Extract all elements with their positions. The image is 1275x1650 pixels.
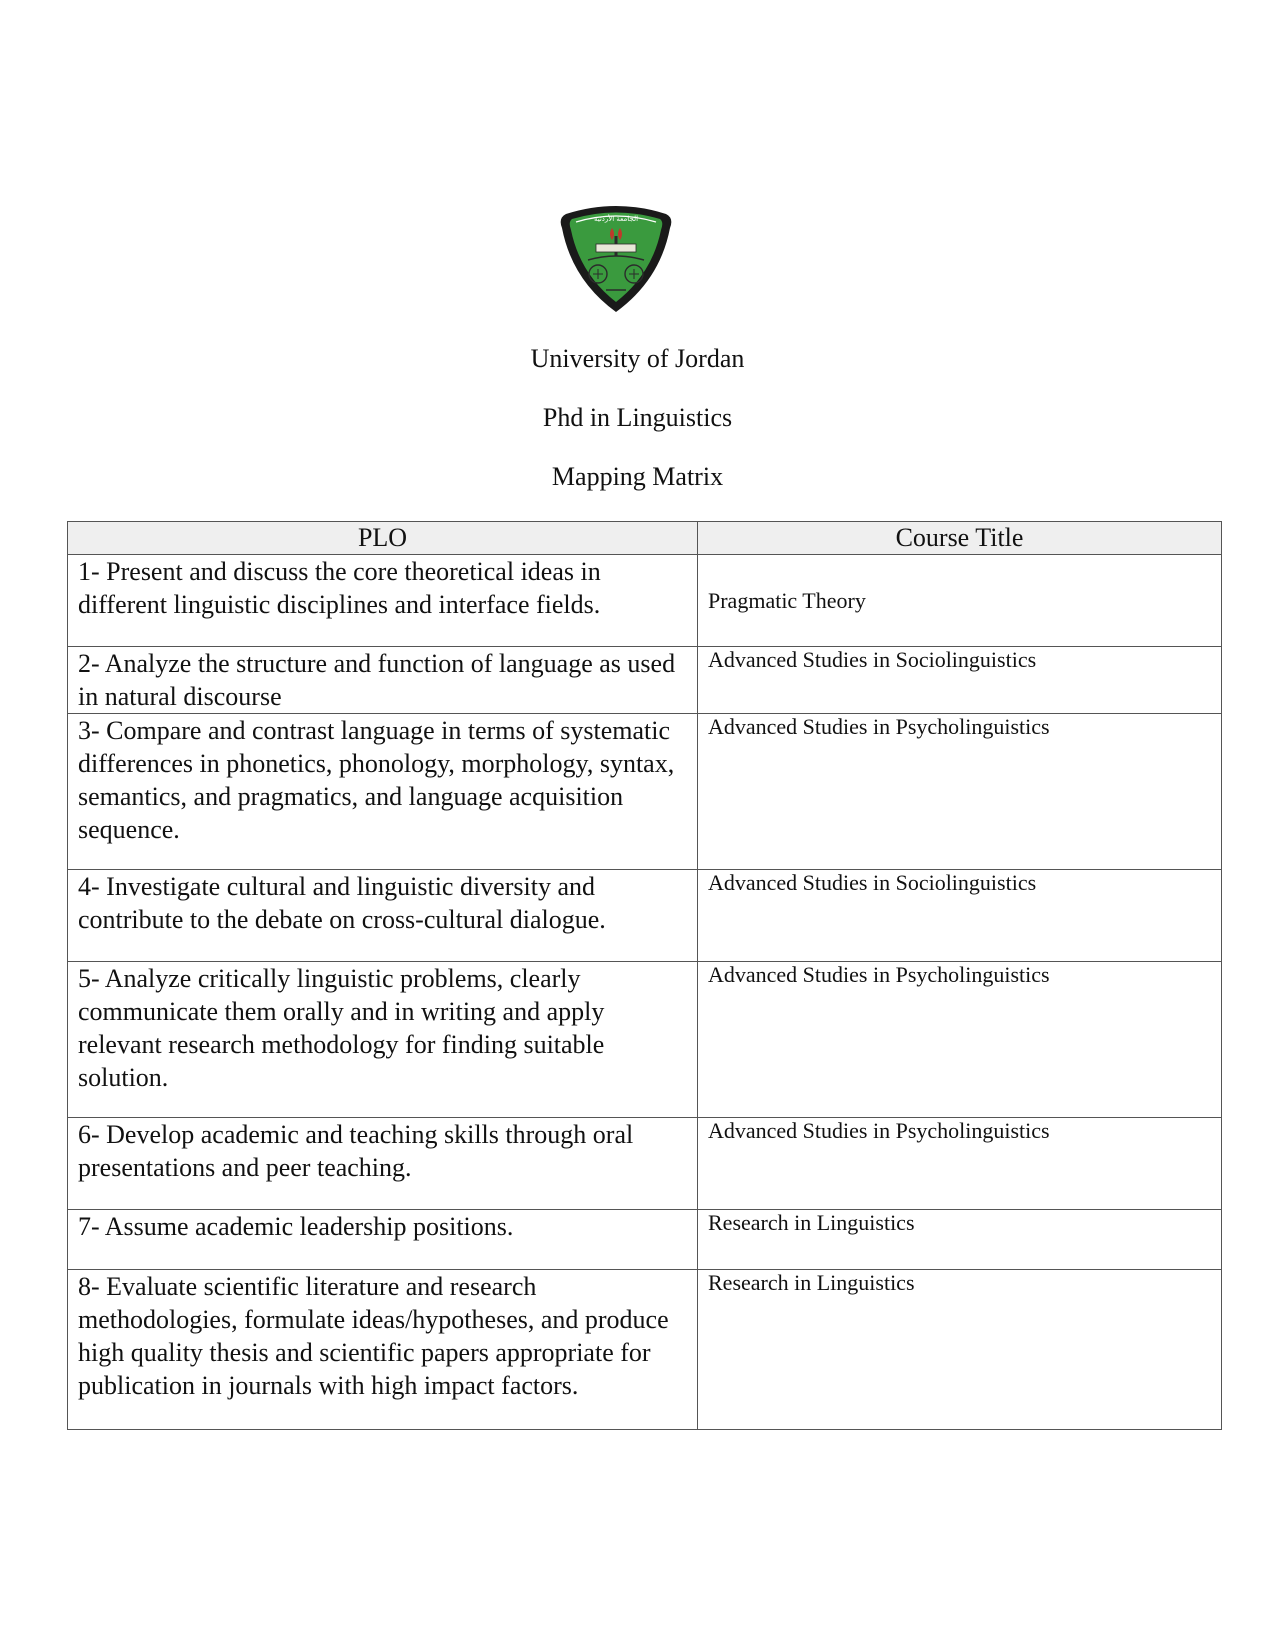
plo-cell: 5- Analyze critically linguistic problems, clearly communicate them orally and in writing and apply relevant research methodology for finding suitable solution. — [68, 962, 698, 1118]
table-row — [68, 1118, 1222, 1210]
column-header-plo: PLO — [68, 522, 698, 555]
course-title-cell: Research in Linguistics — [698, 1270, 1222, 1430]
table-row — [68, 555, 1222, 647]
plo-cell: 7- Assume academic leadership positions. — [68, 1210, 698, 1270]
svg-text:الجامعة الأردنية: الجامعة الأردنية — [593, 215, 639, 223]
plo-cell: 6- Develop academic and teaching skills through oral presentations and peer teaching. — [68, 1118, 698, 1210]
document-title: Mapping Matrix — [551, 462, 724, 491]
table-row — [68, 647, 1222, 714]
course-title-cell: Advanced Studies in Sociolinguistics — [698, 647, 1222, 714]
plo-cell: 2- Analyze the structure and function of language as used in natural discourse — [68, 647, 698, 714]
program-name: Phd in Linguistics — [542, 403, 733, 432]
column-header-course-title: Course Title — [698, 522, 1222, 555]
course-title-cell: Advanced Studies in Psycholinguistics — [698, 962, 1222, 1118]
plo-cell: 4- Investigate cultural and linguistic diversity and contribute to the debate on cross-cultural dialogue. — [68, 870, 698, 962]
plo-cell: 3- Compare and contrast language in terms of systematic differences in phonetics, phonology, morphology, syntax, semantics, and pragmatics, and language acquisition sequence. — [68, 714, 698, 870]
table-row — [68, 714, 1222, 870]
table-header-row — [68, 522, 1222, 555]
course-title-cell: Advanced Studies in Psycholinguistics — [698, 1118, 1222, 1210]
course-title-cell: Pragmatic Theory — [698, 555, 1222, 647]
table-row — [68, 1210, 1222, 1270]
course-title-cell: Advanced Studies in Sociolinguistics — [698, 870, 1222, 962]
course-title-cell: Research in Linguistics — [698, 1210, 1222, 1270]
plo-cell: 1- Present and discuss the core theoretical ideas in different linguistic disciplines and interface fields. — [68, 555, 698, 647]
university-crest-icon — [548, 200, 684, 318]
institution-name: University of Jordan — [530, 344, 745, 373]
course-title-cell: Advanced Studies in Psycholinguistics — [698, 714, 1222, 870]
table-row — [68, 870, 1222, 962]
mapping-matrix-table — [67, 521, 1222, 1430]
table-row — [68, 1270, 1222, 1430]
table-row — [68, 962, 1222, 1118]
plo-cell: 8- Evaluate scientific literature and research methodologies, formulate ideas/hypotheses, and produce high quality thesis and scientific papers appropriate for publication in journals with high impact factors. — [68, 1270, 698, 1430]
